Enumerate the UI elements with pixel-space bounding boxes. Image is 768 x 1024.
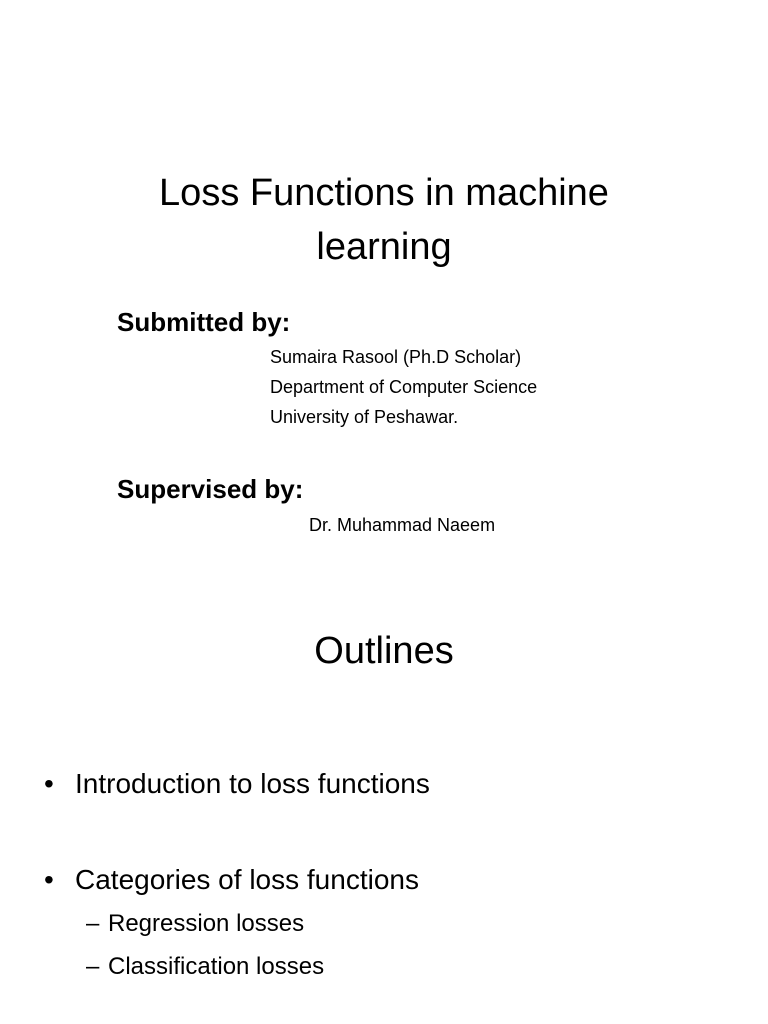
- title-line-2: learning: [316, 226, 452, 268]
- author-name: Sumaira Rasool (Ph.D Scholar): [270, 347, 522, 367]
- bullet-item: [44, 863, 419, 897]
- sub-bullet-item: [86, 909, 304, 939]
- bullet-text: Introduction to loss functions: [75, 768, 430, 799]
- author-university: University of Peshawar.: [270, 407, 459, 427]
- sub-bullet-text: Regression losses: [108, 910, 305, 937]
- submitted-by-heading: Submitted by:: [117, 307, 291, 337]
- dash-icon: –: [86, 953, 100, 980]
- bullet-item: [44, 767, 430, 801]
- dash-icon: –: [86, 910, 100, 937]
- sub-bullet-text: Classification losses: [108, 953, 325, 980]
- bullet-icon: •: [44, 768, 54, 799]
- presentation-title: [0, 166, 768, 274]
- outline-slide: [0, 600, 768, 1024]
- outline-title: Outlines: [314, 630, 454, 672]
- supervised-by-heading: Supervised by:: [117, 474, 304, 504]
- author-department: Department of Computer Science: [270, 377, 538, 397]
- bullet-text: Categories of loss functions: [75, 864, 419, 895]
- supervisor-name: Dr. Muhammad Naeem: [309, 515, 496, 535]
- title-line-1: Loss Functions in machine: [159, 172, 609, 214]
- bullet-icon: •: [44, 864, 54, 895]
- sub-bullet-item: [86, 952, 324, 982]
